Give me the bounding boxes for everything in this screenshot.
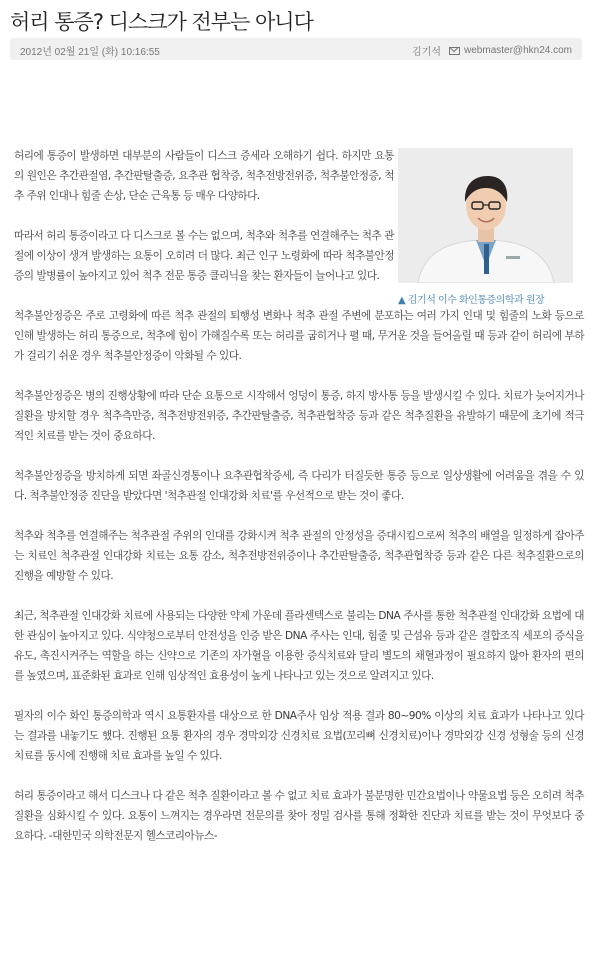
article-body bbox=[14, 146, 584, 866]
paragraph-7: 최근, 척추관절 인대강화 치료에 사용되는 다양한 약제 가운데 플라센텍스로 불리는 DNA 주사를 통한 척추관절 인대강화 요법에 대한 관심이 높아지고 있다. 식약청으로부터 안전성을 인증 받은 DNA 주사는 인대, 힘줄 및 근섬유 등과 같은 결합조직 세포의 증식을 유도, 촉진시켜주는 역할을 하는 신약으로 기존의 자가혈을 이용한 증식치료와 달리 별도의 채혈과정이 필요하지 않아 환자의 편의를 높였으며, 표준화된 효과로 인해 임상적인 효용성이 높게 나타나고 있는 것으로 알려지고 있다. bbox=[14, 610, 584, 682]
paragraph-3: 척추불안정증은 주로 고령화에 따른 척추 관절의 퇴행성 변화나 척추 관절 주변에 분포하는 여러 가지 인대 및 힘줄의 노화 등으로 인해 발생하는 허리 통증으로, 척추에 힘이 가해질수록 또는 허리를 굽히거나 펼 때, 무거운 것을 들어올릴 때 등과 같이 허리에 부하가 걸리기 쉬운 경우 척추불안정증이 악화될 수 있다. bbox=[14, 310, 584, 362]
mail-icon[interactable] bbox=[449, 47, 460, 55]
paragraph-5: 척추불안정증을 방치하게 되면 좌골신경통이나 요추관협착증세, 즉 다리가 터질듯한 통증 등으로 일상생활에 어려움을 겪을 수 있다. 척추불안정증 진단을 받았다면 '척추관절 인대강화 치료'를 우선적으로 받는 것이 좋다. bbox=[14, 470, 584, 502]
article-author[interactable]: 김기석 bbox=[412, 47, 442, 58]
paragraph-2: 따라서 허리 통증이라고 다 디스크로 볼 수는 없으며, 척추와 척추를 연결해주는 척추 관절에 이상이 생겨 발생하는 요통이 오히려 더 많다. 최근 인구 노령화에 따라 척추불안정증의 발병률이 높아지고 있어 척추 전문 통증 클리닉을 찾는 환자들이 늘어나고 있다. bbox=[14, 230, 394, 282]
photo-caption: ▲ 김기석 이수 화인통증의학과 원장 bbox=[398, 295, 545, 306]
paragraph-8: 필자의 이수 화인 통증의학과 역시 요통환자를 대상으로 한 DNA주사 임상 적용 결과 80~90% 이상의 치료 효과가 나타나고 있다는 결과를 내놓기도 했다. 진행된 요통 환자의 경우 경막외강 신경치료 요법(꼬리뼈 신경치료)이나 경막외강 신경 성형술 등의 신경 치료를 동시에 진행해 치료 효과를 높일 수 있다. bbox=[14, 710, 584, 762]
paragraph-1: 허리에 통증이 발생하면 대부분의 사람들이 디스크 증세라 오해하기 쉽다. 하지만 요통의 원인은 추간관절염, 추간판탈출증, 요추관 협착증, 척추전방전위증, 척추불안정증, 척추 주위 인대나 힘줄 손상, 단순 근육통 등 매우 다양하다. bbox=[14, 150, 394, 202]
article-title: 허리 통증? 디스크가 전부는 아니다 bbox=[10, 10, 313, 34]
paragraph-9: 허리 통증이라고 해서 디스크나 다 같은 척추 질환이라고 볼 수 없고 치료 효과가 불분명한 민간요법이나 약물요법 등은 오히려 척추질환을 심화시킬 수 있다. 요통이 느껴지는 경우라면 전문의를 찾아 정밀 검사를 통해 정확한 진단과 치료를 받는 것이 무엇보다 중요하다. -대한민국 의학전문지 헬스코리아뉴스- bbox=[14, 790, 584, 842]
article-meta-bar bbox=[10, 38, 582, 60]
author-email[interactable]: webmaster@hkn24.com bbox=[464, 45, 572, 56]
article-date: 2012년 02월 21일 (화) 10:16:55 bbox=[20, 47, 160, 58]
paragraph-4: 척추불안정증은 병의 진행상황에 따라 단순 요통으로 시작해서 엉덩이 통증, 하지 방사통 등을 발생시킬 수 있다. 치료가 늦어지거나 질환을 방치할 경우 척추측만증, 척추전방전위증, 추간판탈출증, 척추관협착증 등과 같은 척추질환을 유발하기 때문에 초기에 적극적인 치료를 받는 것이 중요하다. bbox=[14, 390, 584, 442]
paragraph-6: 척추와 척추를 연결해주는 척추관절 주위의 인대를 강화시켜 척추 관절의 안정성을 증대시킴으로써 척추의 배열을 일정하게 잡아주는 치료인 척추관절 인대강화 치료는 요통 감소, 척추전방전위증이나 추간판탈출증, 척추관협착증 등과 같은 다른 척추질환으로의 진행을 예방할 수 있다. bbox=[14, 530, 584, 582]
article-byline bbox=[412, 43, 572, 58]
